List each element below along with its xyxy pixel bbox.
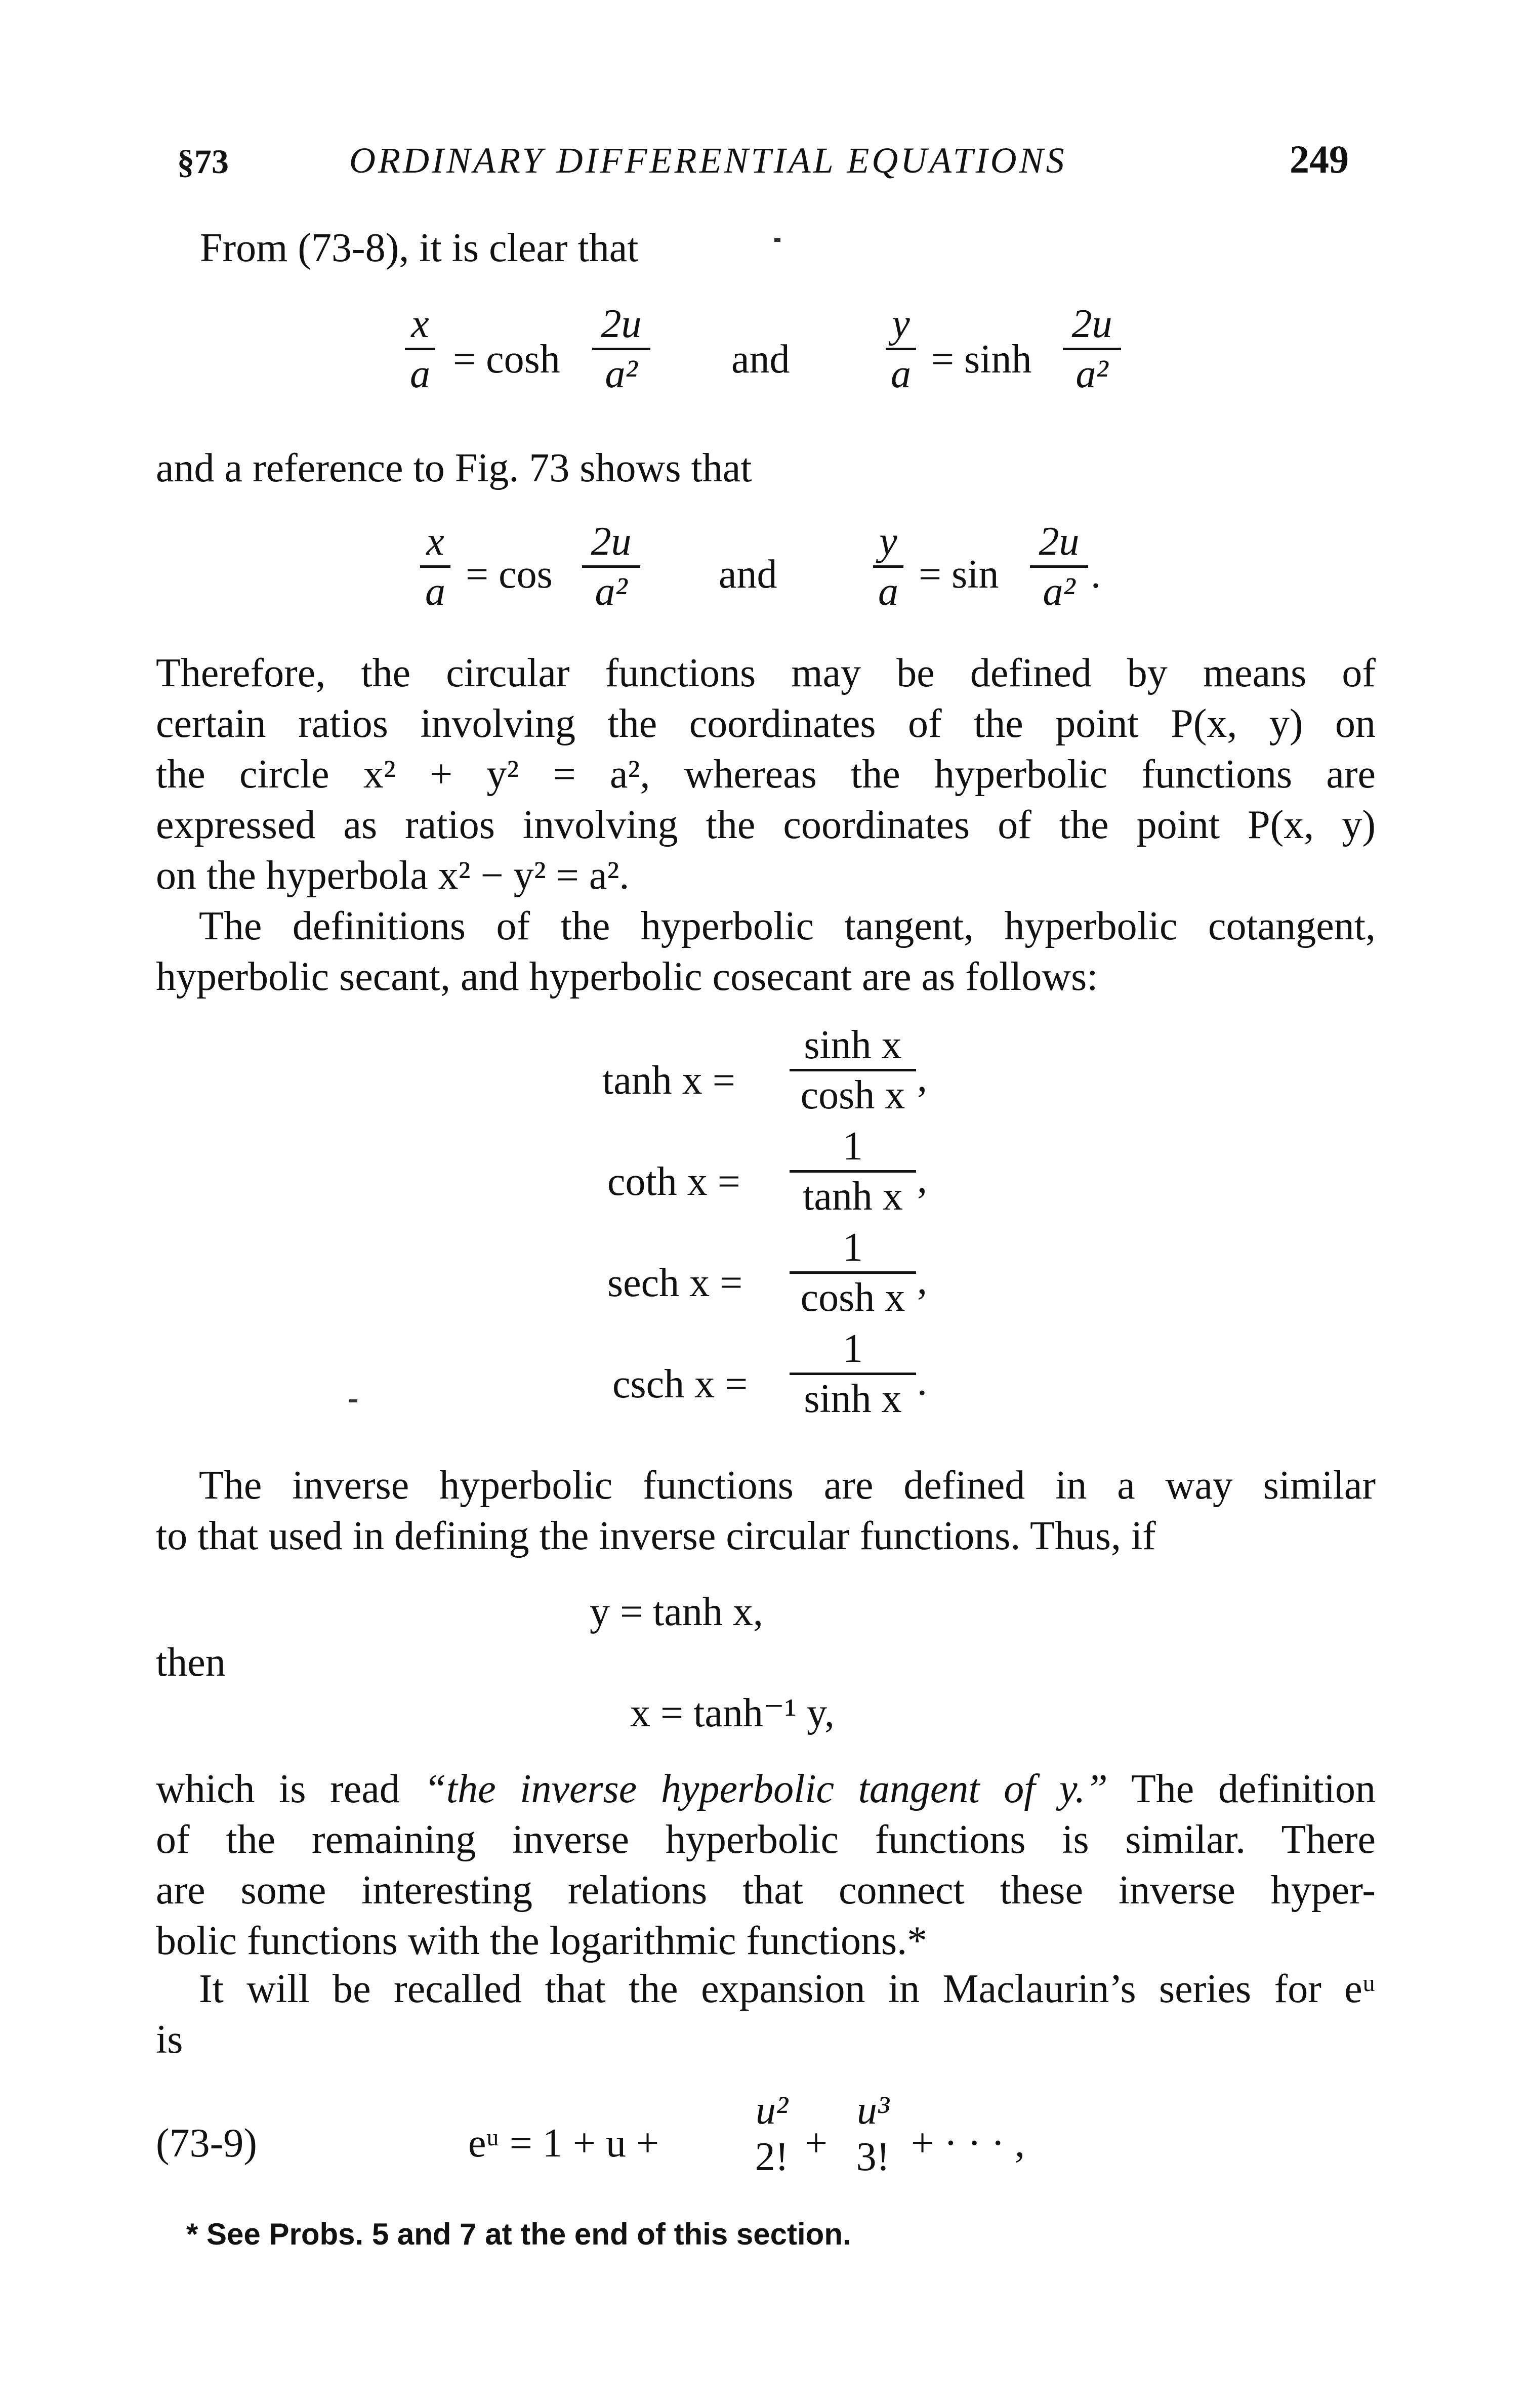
page-number: 249: [1290, 137, 1349, 181]
and-word-2: and: [719, 552, 777, 597]
section-number: §73: [177, 142, 229, 181]
and-word: and: [731, 337, 790, 382]
definition-fraction: 1 tanh x: [790, 1124, 916, 1219]
paragraph-line: is: [156, 2017, 183, 2062]
paragraph-inverse-definition: [156, 1764, 1376, 1966]
paragraph-definitions-intro: [156, 901, 1376, 1002]
paragraph-line: The definitions of the hyperbolic tangent, hyperbolic cotangent,: [199, 904, 1376, 948]
paragraph-line: the circle x² + y² = a², whereas the hyperbolic functions are: [156, 752, 1376, 797]
series-lhs: eᵘ = 1 + u +: [468, 2121, 659, 2166]
fraction-2u-over-a2-c: 2u a²: [582, 519, 640, 614]
running-title: ORDINARY DIFFERENTIAL EQUATIONS: [349, 140, 1067, 181]
paragraph-line: hyperbolic secant, and hyperbolic cosecant are as follows:: [156, 954, 1098, 999]
definition-punct: .: [917, 1359, 927, 1404]
paragraph-circular-vs-hyperbolic: [156, 648, 1376, 901]
paragraph-line: certain ratios involving the coordinates of the point P(x, y) on: [156, 701, 1376, 746]
fraction-x-over-a-2: x a: [420, 519, 450, 614]
cosh-operator: = cosh: [453, 337, 560, 382]
paragraph-line: on the hyperbola x² − y² = a².: [156, 853, 630, 898]
paragraph-line: to that used in defining the inverse circular functions. Thus, if: [156, 1514, 1156, 1558]
definition-fraction: 1 cosh x: [790, 1225, 916, 1320]
definition-punct: ,: [917, 1157, 927, 1201]
definition-fraction: 1 sinh x: [790, 1326, 916, 1422]
paragraph-line: It will be recalled that the expansion in Maclaurin’s series for eᵘ: [199, 1967, 1376, 2011]
sin-operator: = sin: [919, 552, 999, 597]
intro-line: From (73-8), it is clear that: [200, 226, 639, 270]
definition-lhs: csch x =: [612, 1362, 748, 1406]
paragraph-line: expressed as ratios involving the coordinates of the point P(x, y): [156, 803, 1376, 847]
definition-fraction: sinh x cosh x: [790, 1022, 916, 1118]
series-tail: + · · · ,: [911, 2121, 1025, 2166]
fraction-2u-over-a2: 2u a²: [592, 301, 650, 397]
fraction-y-over-a: y a: [886, 301, 916, 397]
reference-line: and a reference to Fig. 73 shows that: [156, 446, 752, 490]
equation-label: (73-9): [156, 2121, 257, 2166]
equation-x-arctanh: x = tanh⁻¹ y,: [630, 1691, 835, 1735]
period: .: [1091, 552, 1101, 597]
definition-punct: ,: [917, 1056, 927, 1100]
series-plus: +: [805, 2121, 828, 2166]
series-term-u3: u³ 3!: [856, 2088, 890, 2179]
definition-lhs: coth x =: [607, 1159, 740, 1204]
fraction-2u-over-a2-d: 2u a²: [1030, 519, 1088, 614]
fraction-2u-over-a2-b: 2u a²: [1063, 301, 1121, 397]
definition-lhs: tanh x =: [602, 1058, 735, 1103]
paragraph-maclaurin: [156, 1964, 1376, 2065]
paragraph-line: are some interesting relations that connect these inverse hyper-: [156, 1868, 1376, 1913]
paragraph-line: which is read “the inverse hyperbolic tangent of y.” The definition: [156, 1767, 1376, 1811]
paragraph-line: Therefore, the circular functions may be defined by means of: [156, 651, 1376, 695]
footnote: * See Probs. 5 and 7 at the end of this section.: [186, 2217, 851, 2251]
definition-punct: ,: [917, 1258, 927, 1303]
equation-y-tanh: y = tanh x,: [590, 1590, 763, 1634]
sinh-operator: = sinh: [931, 337, 1032, 382]
paragraph-inverse-intro: [156, 1460, 1376, 1561]
series-term-u2: u² 2!: [755, 2088, 789, 2179]
definition-lhs: sech x =: [607, 1261, 743, 1305]
paragraph-line: of the remaining inverse hyperbolic functions is similar. There: [156, 1817, 1376, 1862]
print-speck: [349, 1399, 357, 1402]
fraction-x-over-a: x a: [405, 301, 435, 397]
paragraph-line: bolic functions with the logarithmic functions.*: [156, 1919, 928, 1963]
cos-operator: = cos: [466, 552, 553, 597]
fraction-y-over-a-2: y a: [873, 519, 903, 614]
then-word: then: [156, 1640, 226, 1685]
paragraph-line: The inverse hyperbolic functions are defined in a way similar: [199, 1463, 1376, 1508]
print-speck: [774, 238, 780, 242]
